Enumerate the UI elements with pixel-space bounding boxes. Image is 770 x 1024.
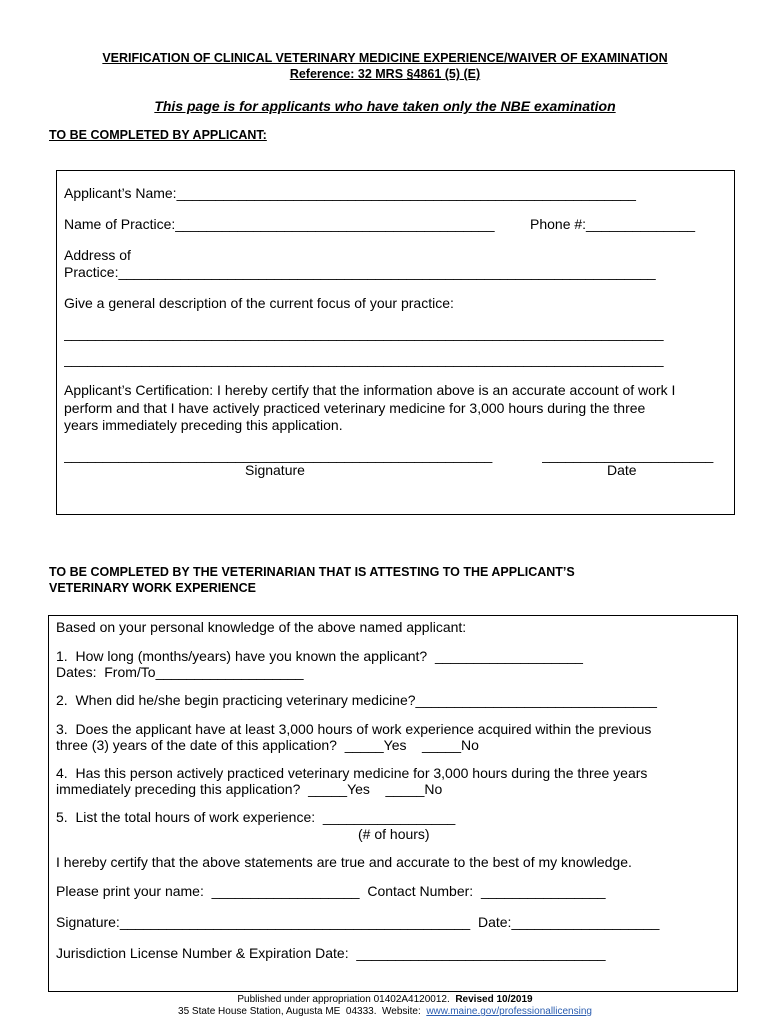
description-prompt: Give a general description of the current focus of your practice:: [64, 295, 454, 311]
question-1[interactable]: 1. How long (months/years) have you known the applicant? ___________________: [56, 648, 583, 664]
date-label: Date: [607, 462, 637, 478]
veterinarian-section-heading-2: VETERINARY WORK EXPERIENCE: [49, 581, 256, 595]
license-field[interactable]: Jurisdiction License Number & Expiration Date: ________________________________: [56, 945, 606, 961]
page-subtitle: This page is for applicants who have taken only the NBE examination: [154, 98, 616, 114]
question-4-text: 4. Has this person actively practiced veterinary medicine for 3,000 hours during the three years: [56, 765, 648, 781]
practice-name-field[interactable]: Name of Practice:_________________________________________: [64, 216, 495, 232]
footer-address: 35 State House Station, Augusta ME 04333. Website: www.maine.gov/professionallicensing: [178, 1006, 592, 1017]
veterinarian-section-heading-1: TO BE COMPLETED BY THE VETERINARIAN THAT IS ATTESTING TO THE APPLICANT’S: [49, 565, 575, 579]
certification-text-3: years immediately preceding this application.: [64, 417, 343, 433]
phone-field[interactable]: Phone #:______________: [530, 216, 696, 232]
question-4-answer[interactable]: immediately preceding this application? _____Yes _____No: [56, 781, 443, 797]
signature-label: Signature: [245, 462, 305, 478]
description-line-2[interactable]: _____________________________________________________________________________: [64, 351, 664, 367]
question-5[interactable]: 5. List the total hours of work experience: _________________: [56, 809, 456, 825]
footer-published: Published under appropriation 01402A4120012. Revised 10/2019: [237, 994, 533, 1005]
date-line[interactable]: ______________________: [542, 447, 714, 463]
question-1-dates[interactable]: Dates: From/To___________________: [56, 664, 304, 680]
certification-text-1: Applicant’s Certification: I hereby certify that the information above is an accurate account of work I: [64, 382, 676, 398]
signature-line[interactable]: _______________________________________________________: [64, 447, 493, 463]
website-link[interactable]: www.maine.gov/professionallicensing: [426, 1006, 592, 1017]
print-name-contact-field[interactable]: Please print your name: ___________________ Contact Number: ________________: [56, 883, 606, 899]
applicant-name-field[interactable]: Applicant’s Name:___________________________________________________________: [64, 185, 636, 201]
certification-text-2: perform and that I have actively practiced veterinary medicine for 3,000 hours during the three: [64, 400, 646, 416]
document-title: VERIFICATION OF CLINICAL VETERINARY MEDICINE EXPERIENCE/WAIVER OF EXAMINATION: [102, 51, 668, 65]
veterinarian-signature-date-field[interactable]: Signature:_____________________________________________ Date:___________________: [56, 914, 660, 930]
veterinarian-intro: Based on your personal knowledge of the above named applicant:: [56, 619, 467, 635]
revised-date: Revised 10/2019: [455, 994, 533, 1005]
hours-label: (# of hours): [358, 826, 430, 842]
applicant-section-heading: TO BE COMPLETED BY APPLICANT:: [49, 128, 267, 142]
question-3-answer[interactable]: three (3) years of the date of this application? _____Yes _____No: [56, 737, 479, 753]
question-3-text: 3. Does the applicant have at least 3,000 hours of work experience acquired within the previous: [56, 721, 652, 737]
address-label: Address of: [64, 247, 131, 263]
veterinarian-certification: I hereby certify that the above statements are true and accurate to the best of my knowledge.: [56, 854, 632, 870]
question-2[interactable]: 2. When did he/she begin practicing veterinary medicine?_______________________________: [56, 692, 657, 708]
practice-address-field[interactable]: Practice:_____________________________________________________________________: [64, 264, 656, 280]
description-line-1[interactable]: _____________________________________________________________________________: [64, 325, 664, 341]
reference-line: Reference: 32 MRS §4861 (5) (E): [289, 67, 481, 81]
